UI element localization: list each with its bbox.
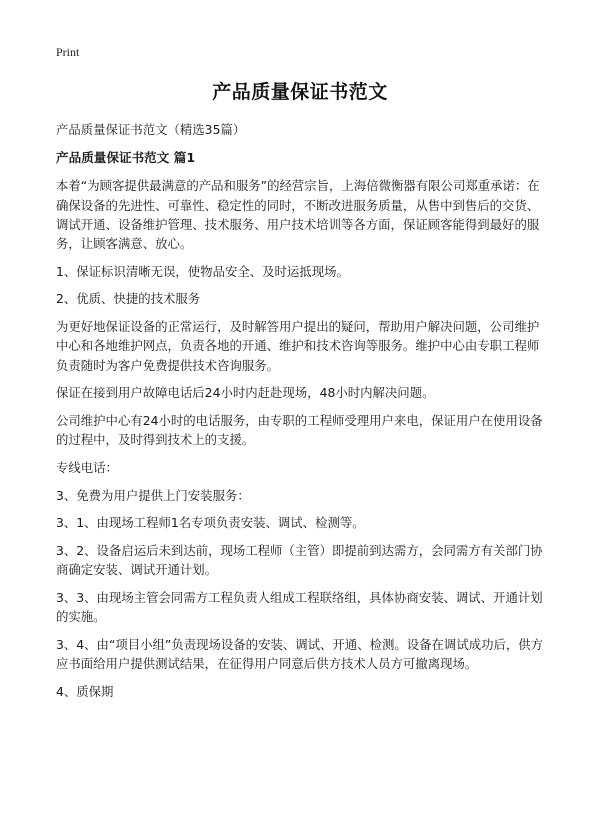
paragraph-item-1: 1、保证标识清晰无误，使物品安全、及时运抵现场。 — [56, 263, 349, 279]
paragraph-item-3: 3、免费为用户提供上门安装服务： — [56, 487, 250, 503]
paragraph-phone-service: 公司维护中心有24小时的电话服务，由专职的工程师受理用户来电，保证用户在使用设备的过程中，及时得到技术上的支援。 — [56, 412, 543, 448]
document-body — [56, 120, 545, 709]
paragraph-response-time: 保证在接到用户故障电话后24小时内赶赴现场，48小时内解决问题。 — [56, 385, 435, 401]
paragraph-item-3-1: 3、1、由现场工程师1名专项负责安装、调试、检测等。 — [56, 515, 365, 531]
paragraph-hotline: 专线电话： — [56, 459, 118, 475]
section-heading: 产品质量保证书范文 篇1 — [56, 150, 196, 166]
paragraph-item-3-4: 3、4、由“项目小组”负责现场设备的安装、调试、开通、检测。设备在调试成功后，供方应书面给用户提供测试结果，在征得用户同意后供方技术人员方可撤离现场。 — [56, 636, 544, 671]
document-subtitle: 产品质量保证书范文（精选35篇） — [56, 122, 246, 137]
paragraph-item-2: 2、优质、快捷的技术服务 — [56, 291, 201, 307]
paragraph-item-4: 4、质保期 — [56, 683, 114, 699]
paragraph-intro: 本着“为顾客提供最满意的产品和服务”的经营宗旨，上海倍微衡器有限公司郑重承诺：在确保设备的先进性、可靠性、稳定性的同时，不断改进服务质量，从售中到售后的交货、调试开通、设备维护管理、技术服务、用户技术培训等各方面，保证顾客能得到最好的服务，让顾客满意、放心。 — [56, 178, 540, 252]
document-title: 产品质量保证书范文 — [212, 81, 388, 103]
paragraph-tech-support: 为更好地保证设备的正常运行，及时解答用户提出的疑问，帮助用户解决问题，公司维护中心和各地维护网点，负责各地的开通、维护和技术咨询等服务。维护中心由专职工程师负责随时为客户免费提供技术咨询服务。 — [56, 319, 540, 373]
paragraph-item-3-2: 3、2、设备启运后未到达前，现场工程师（主管）即提前到达需方，会同需方有关部门协商确定安装、调试开通计划。 — [56, 542, 543, 578]
print-label: Print — [56, 45, 80, 59]
paragraph-item-3-3: 3、3、由现场主管会同需方工程负责人组成工程联络组，具体协商安装、调试、开通计划的实施。 — [56, 589, 543, 625]
